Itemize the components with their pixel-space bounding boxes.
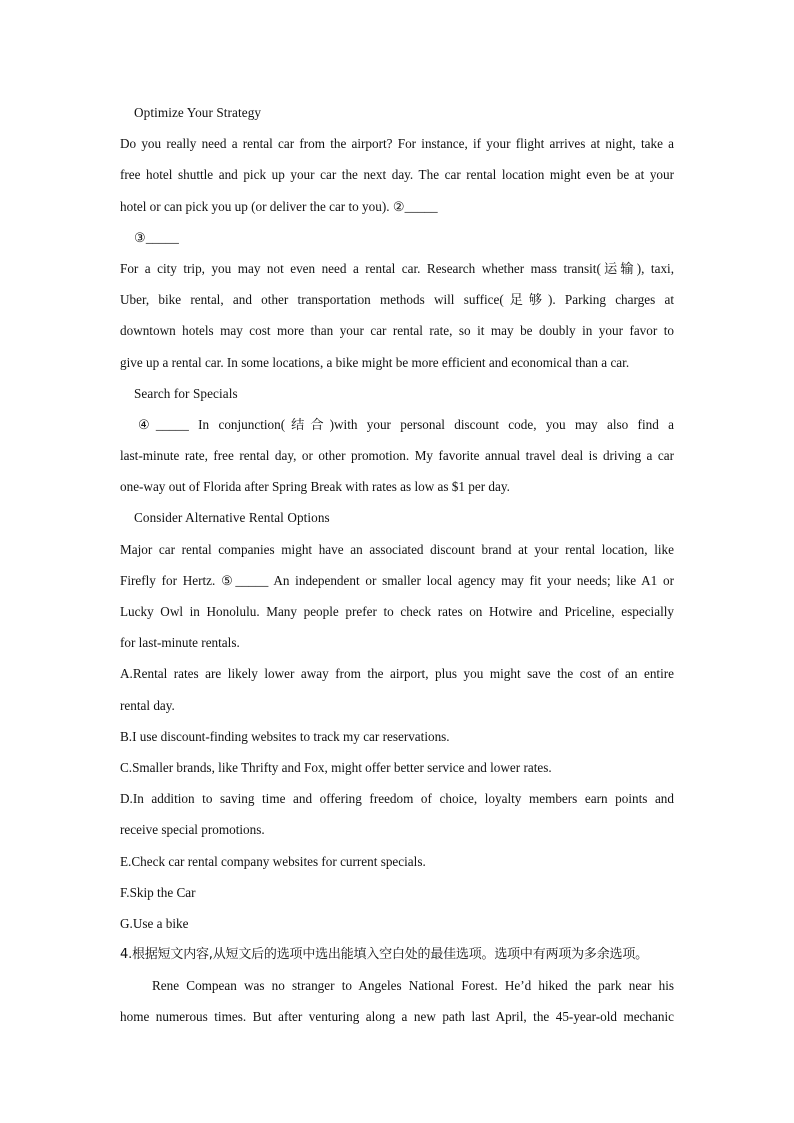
paragraph-line: For a city trip, you may not even need a rental car. Research whether mass transit(运输), taxi, — [120, 260, 674, 276]
blank-3: ③_____ — [134, 229, 179, 245]
paragraph-line: one-way out of Florida after Spring Break with rates as low as $1 per day. — [120, 479, 510, 495]
section-heading-optimize: Optimize Your Strategy — [134, 105, 262, 120]
question-4-instruction: 4.根据短文内容,从短文后的选项中选出能填入空白处的最佳选项。选项中有两项为多余选项。 — [120, 947, 648, 963]
option-b: B.I use discount-finding websites to track my car reservations. — [120, 728, 450, 744]
paragraph-line: Uber, bike rental, and other transportation methods will suffice(足够). Parking charges at — [120, 292, 674, 308]
document-page — [120, 97, 674, 1033]
option-c: C.Smaller brands, like Thrifty and Fox, might offer better service and lower rates. — [120, 759, 552, 775]
option-d: D.In addition to saving time and offering freedom of choice, loyalty members earn points and — [120, 791, 674, 807]
option-a-continued: rental day. — [120, 697, 175, 713]
paragraph-line: Firefly for Hertz. ⑤_____ An independent or smaller local agency may fit your needs; like A1 or — [120, 572, 674, 588]
option-g: G.Use a bike — [120, 915, 189, 931]
paragraph-line: Do you really need a rental car from the airport? For instance, if your flight arrives at night, take a — [120, 136, 674, 152]
section-heading-specials: Search for Specials — [134, 385, 238, 401]
paragraph-line: home numerous times. But after venturing along a new path last April, the 45-year-old mechanic — [120, 1009, 674, 1025]
paragraph-line: Major car rental companies might have an associated discount brand at your rental location, like — [120, 541, 674, 557]
paragraph-line: Lucky Owl in Honolulu. Many people prefer to check rates on Hotwire and Priceline, especially — [120, 604, 674, 619]
paragraph-line: Rene Compean was no stranger to Angeles National Forest. He’d hiked the park near his — [152, 978, 674, 994]
paragraph-line: free hotel shuttle and pick up your car the next day. The car rental location might even be at your — [120, 167, 674, 183]
option-e: E.Check car rental company websites for current specials. — [120, 853, 426, 869]
paragraph-line: downtown hotels may cost more than your car rental rate, so it may be doubly in your favor to — [120, 323, 674, 339]
option-a: A.Rental rates are likely lower away from the airport, plus you might save the cost of an entire — [120, 666, 674, 682]
paragraph-line: ④_____ In conjunction(结合)with your personal discount code, you may also find a — [138, 416, 674, 432]
section-heading-alternative: Consider Alternative Rental Options — [134, 510, 330, 526]
paragraph-line: hotel or can pick you up (or deliver the car to you). ②_____ — [120, 198, 438, 214]
paragraph-line: for last-minute rentals. — [120, 635, 240, 651]
paragraph-line: give up a rental car. In some locations, a bike might be more efficient and economical than a car. — [120, 354, 630, 370]
paragraph-line: last-minute rate, free rental day, or other promotion. My favorite annual travel deal is driving a car — [120, 448, 674, 464]
option-d-continued: receive special promotions. — [120, 822, 265, 838]
option-f: F.Skip the Car — [120, 884, 196, 900]
